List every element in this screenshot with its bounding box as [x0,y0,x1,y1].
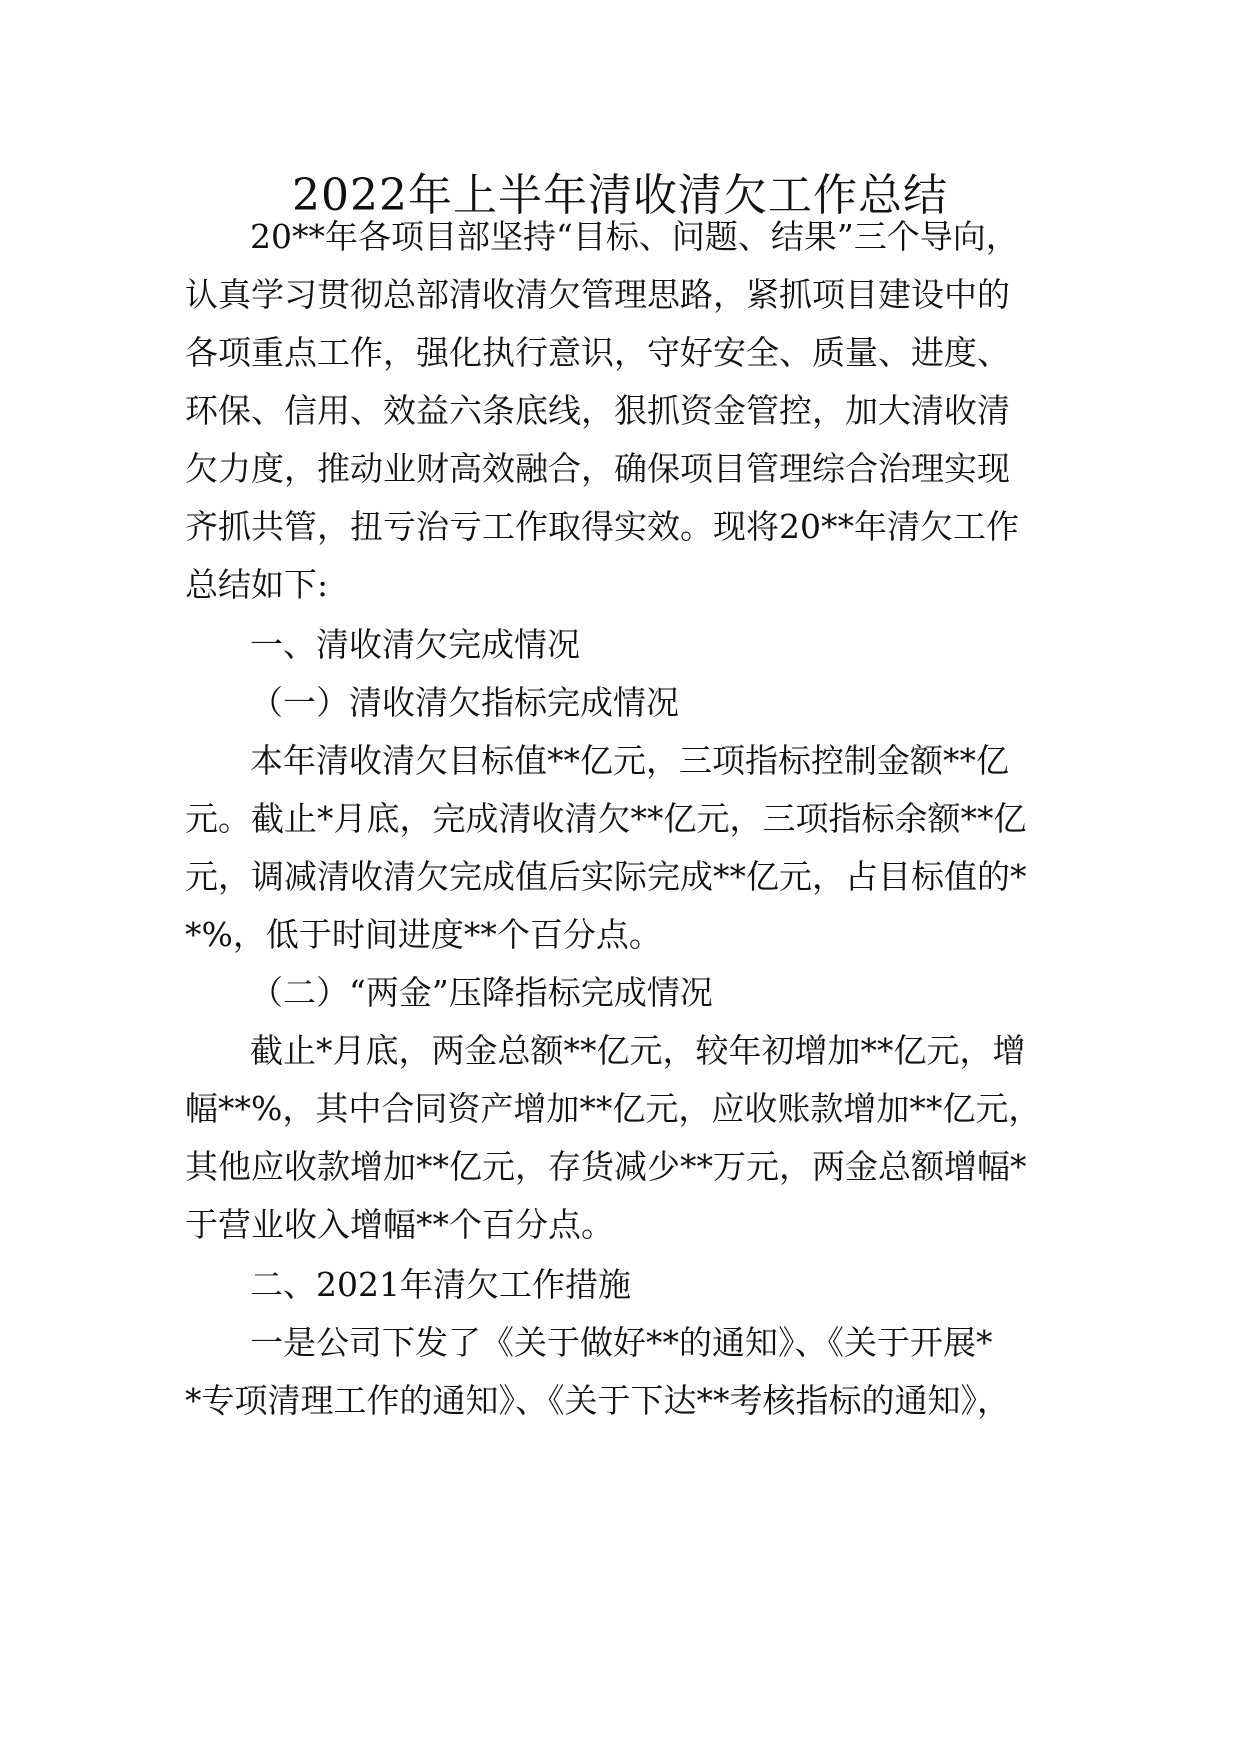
section-2-heading: 二、2021年清欠工作措施 [250,1265,631,1304]
paragraph-4-line-2: *专项清理工作的通知》、《关于下达**考核指标的通知》， [185,1381,1010,1420]
paragraph-2-line-3: 元，调减清收清欠完成值后实际完成**亿元，占目标值的* [185,857,1027,896]
paragraph-3-line-3: 其他应收款增加**亿元，存货减少**万元，两金总额增幅* [185,1147,1027,1186]
document-title: 2022年上半年清收清欠工作总结 [292,170,948,221]
subsection-2-heading: （二）“两金”压降指标完成情况 [250,973,713,1012]
subsection-1-heading: （一）清收清欠指标完成情况 [250,683,679,722]
paragraph-3-line-4: 于营业收入增幅**个百分点。 [185,1205,614,1244]
paragraph-3-line-1: 截止*月底，两金总额**亿元，较年初增加**亿元，增 [250,1031,1026,1070]
paragraph-2-line-2: 元。截止*月底，完成清收清欠**亿元，三项指标余额**亿 [185,799,1027,838]
paragraph-2-line-4: *%，低于时间进度**个百分点。 [185,915,662,954]
section-1-heading: 一、清收清欠完成情况 [250,625,580,664]
paragraph-1-line-7: 总结如下: [185,565,329,604]
paragraph-2-line-1: 本年清收清欠目标值**亿元，三项指标控制金额**亿 [250,741,1009,780]
paragraph-1-line-6: 齐抓共管，扭亏治亏工作取得实效。现将20**年清欠工作 [185,507,1019,546]
paragraph-3-line-2: 幅**%，其中合同资产增加**亿元，应收账款增加**亿元， [185,1089,1042,1128]
paragraph-1-line-1: 20**年各项目部坚持“目标、问题、结果”三个导向， [250,217,1019,256]
paragraph-1-line-5: 欠力度，推动业财高效融合，确保项目管理综合治理实现 [185,449,1010,488]
paragraph-1-line-2: 认真学习贯彻总部清收清欠管理思路，紧抓项目建设中的 [185,275,1010,314]
paragraph-1-line-4: 环保、信用、效益六条底线，狠抓资金管控，加大清收清 [185,391,1010,430]
paragraph-1-line-3: 各项重点工作，强化执行意识，守好安全、质量、进度、 [185,333,1010,372]
paragraph-4-line-1: 一是公司下发了《关于做好**的通知》、《关于开展* [250,1323,993,1362]
